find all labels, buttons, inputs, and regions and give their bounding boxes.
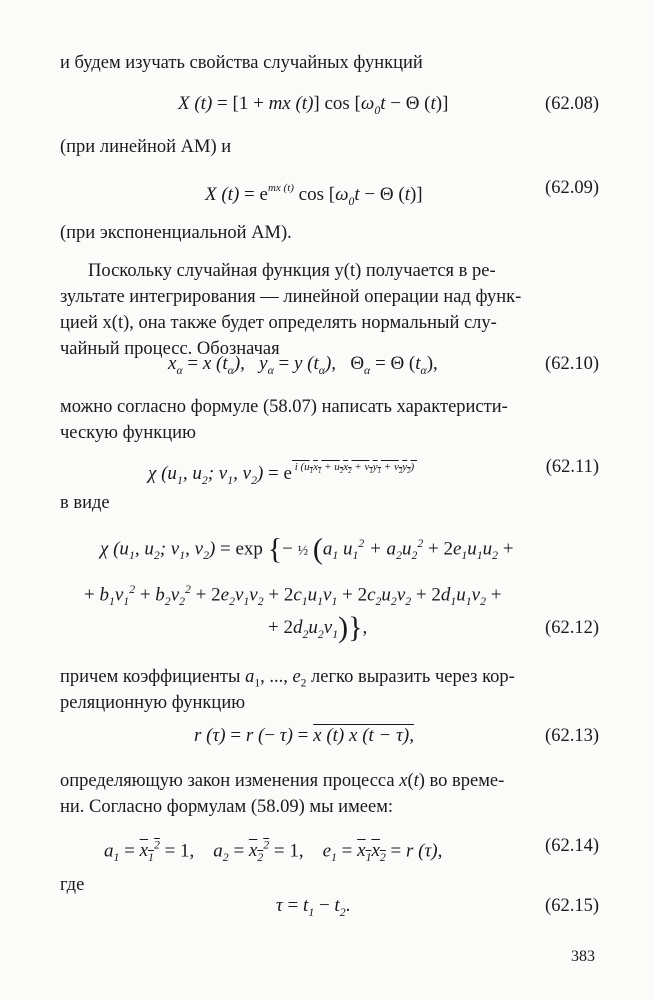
equation-number: (62.13) xyxy=(545,726,599,746)
text-line: (при экспоненциальной АМ). xyxy=(60,223,292,243)
equation-62-12-line3: + $2d_2u_2v_1$)}, xyxy=(268,611,368,644)
equation-62-11: χ ($u_1$, $u_2$; $v_1$, $v_2) = e$ $^{i (u_1x_1 + u_2x_2 + v_1y_1 + v_2y_2)}$ xyxy=(148,461,417,487)
equation-62-09: X $(t) = e^{mx (t)}$ $\cos [\omega_0t - \Theta$ (t)] xyxy=(205,182,423,208)
text-line: цией x(t), она также будет определять нормальный слу- xyxy=(60,313,497,333)
text-line: где xyxy=(60,875,85,895)
page-number: 383 xyxy=(571,948,595,965)
text-line: можно согласно формуле (58.07) написать характеристи- xyxy=(60,397,508,417)
text-line: определяющую закон изменения процесса x(t) во време- xyxy=(60,771,505,791)
equation-62-12-line1: χ ($u_1$, $u_2$; $v_1$, $v_2) = \exp$ {− ½ ($a_1$ $u_1^2 + a_2u_2^2 + 2e_1u_1u_2$ + xyxy=(100,532,514,566)
equation-number: (62.12) xyxy=(545,618,599,638)
equation-62-10: $x_\alpha = x$ $(t_\alpha)$, $y_\alpha = y$ $(t_\alpha)$, $\Theta_\alpha = \Theta$ $(t_\alpha)$, xyxy=(168,353,438,377)
text-line: в виде xyxy=(60,493,110,513)
equation-number: (62.10) xyxy=(545,354,599,374)
equation-62-13: r (τ) = r (− τ) = x (t) x (t − τ), xyxy=(194,725,414,746)
text-line: чайный процесс. Обозначая xyxy=(60,339,280,359)
text-line: (при линейной АМ) и xyxy=(60,137,232,157)
text-line: Поскольку случайная функция y(t) получается в ре- xyxy=(88,261,496,281)
equation-62-08: X (t) = [1 + mx (t)] $\cos [\omega_0t - \Theta$ (t)] xyxy=(178,93,449,117)
text-line: и будем изучать свойства случайных функций xyxy=(60,53,423,73)
text-line: зультате интегрирования — линейной операции над функ- xyxy=(60,287,522,307)
text-line: ни. Согласно формулам (58.09) мы имеем: xyxy=(60,797,394,817)
equation-number: (62.09) xyxy=(545,178,599,198)
equation-number: (62.08) xyxy=(545,94,599,114)
equation-62-15: $\tau = t_1 - t_2$. xyxy=(276,895,351,919)
text-line: причем коэффициенты $a_1$, ..., $e_2$ легко выразить через кор- xyxy=(60,667,515,690)
text-line: ческую функцию xyxy=(60,423,196,443)
equation-number: (62.14) xyxy=(545,836,599,856)
equation-62-14: $a_1 = x_1^2 = 1$, $a_2 = x_2^2 = 1$, $e_1 = x_1x_2 = r$ (τ), xyxy=(104,839,443,865)
equation-number: (62.11) xyxy=(545,457,599,477)
equation-number: (62.15) xyxy=(545,896,599,916)
text-line: реляционную функцию xyxy=(60,693,246,713)
equation-62-12-line2: + $b_1v_1^2 + b_2v_2^2 + 2e_2v_1v_2 + 2c_1u_1v_1 + 2c_2u_2v_2 + 2d_1u_1v_2$ + xyxy=(84,583,502,609)
